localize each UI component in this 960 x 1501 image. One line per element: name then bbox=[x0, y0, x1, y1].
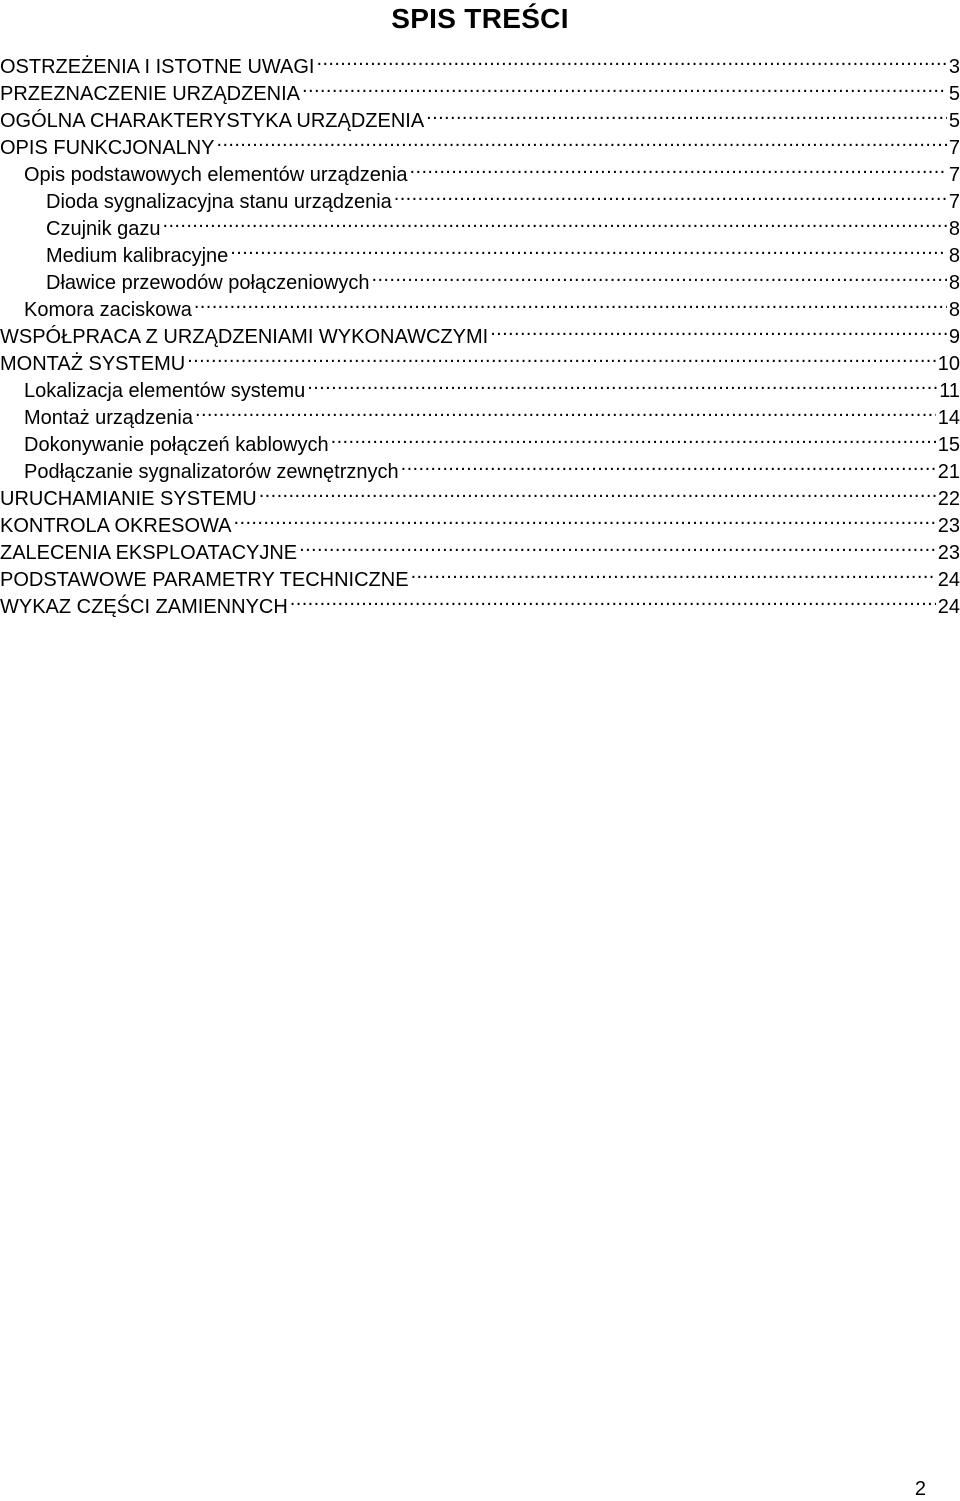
toc-entry-page-number: 5 bbox=[948, 83, 960, 105]
toc-entry[interactable] bbox=[0, 46, 960, 78]
toc-entry-label: KONTROLA OKRESOWA bbox=[0, 515, 232, 537]
toc-entry-page-number: 22 bbox=[937, 488, 960, 510]
toc-entry-page-number: 8 bbox=[948, 245, 960, 267]
toc-entry[interactable] bbox=[0, 73, 960, 105]
toc-entry[interactable] bbox=[0, 505, 960, 537]
toc-entry-page-number: 24 bbox=[937, 596, 960, 618]
toc-entry-page-number: 10 bbox=[937, 353, 960, 375]
toc-entry-page-number: 7 bbox=[948, 164, 960, 186]
toc-entry-label: Podłączanie sygnalizatorów zewnętrznych bbox=[24, 461, 399, 483]
toc-entry-label: PODSTAWOWE PARAMETRY TECHNICZNE bbox=[0, 569, 409, 591]
toc-entry[interactable] bbox=[0, 532, 960, 564]
toc-entry-label: Komora zaciskowa bbox=[24, 299, 192, 321]
toc-entry-page-number: 15 bbox=[937, 434, 960, 456]
toc-dot-leader bbox=[230, 235, 947, 262]
toc-entry[interactable] bbox=[0, 397, 960, 429]
toc-entry[interactable] bbox=[0, 100, 960, 132]
toc-entry[interactable] bbox=[0, 235, 960, 267]
toc-entry-page-number: 8 bbox=[948, 272, 960, 294]
toc-entry-page-number: 9 bbox=[948, 326, 960, 348]
toc-entry-page-number: 24 bbox=[937, 569, 960, 591]
toc-dot-leader bbox=[194, 289, 947, 316]
toc-entry-label: URUCHAMIANIE SYSTEMU bbox=[0, 488, 257, 510]
toc-entry[interactable] bbox=[0, 262, 960, 294]
toc-entry-page-number: 11 bbox=[939, 380, 960, 402]
toc-entry-label: Montaż urządzenia bbox=[24, 407, 193, 429]
toc-dot-leader bbox=[195, 397, 936, 424]
toc-entry[interactable] bbox=[0, 586, 960, 618]
toc-entry[interactable] bbox=[0, 181, 960, 213]
toc-entry[interactable] bbox=[0, 127, 960, 159]
toc-entry[interactable] bbox=[0, 208, 960, 240]
toc-entry[interactable] bbox=[0, 478, 960, 510]
toc-entry-page-number: 7 bbox=[948, 137, 960, 159]
toc-entry[interactable] bbox=[0, 370, 960, 402]
toc-dot-leader bbox=[316, 46, 946, 73]
toc-entry-page-number: 21 bbox=[937, 461, 960, 483]
toc-entry[interactable] bbox=[0, 424, 960, 456]
toc-entry-label: OGÓLNA CHARAKTERYSTYKA URZĄDZENIA bbox=[0, 110, 425, 132]
toc-entry[interactable] bbox=[0, 289, 960, 321]
toc-dot-leader bbox=[411, 559, 936, 586]
toc-dot-leader bbox=[299, 532, 936, 559]
toc-dot-leader bbox=[490, 316, 947, 343]
toc-entry-label: ZALECENIA EKSPLOATACYJNE bbox=[0, 542, 298, 564]
toc-entry-label: WYKAZ CZĘŚCI ZAMIENNYCH bbox=[0, 596, 288, 618]
toc-title: SPIS TREŚCI bbox=[391, 3, 569, 34]
toc-dot-leader bbox=[394, 181, 947, 208]
toc-entry-label: Dokonywanie połączeń kablowych bbox=[24, 434, 329, 456]
toc-dot-leader bbox=[290, 586, 936, 613]
toc-dot-leader bbox=[216, 127, 946, 154]
toc-dot-leader bbox=[302, 73, 947, 100]
toc-entry-page-number: 8 bbox=[948, 218, 960, 240]
toc-entry-label: OSTRZEŻENIA I ISTOTNE UWAGI bbox=[0, 56, 315, 78]
toc-dot-leader bbox=[410, 154, 947, 181]
toc-dot-leader bbox=[234, 505, 936, 532]
toc-entry-label: Lokalizacja elementów systemu bbox=[24, 380, 306, 402]
toc-entry[interactable] bbox=[0, 451, 960, 483]
toc-entry-label: MONTAŻ SYSTEMU bbox=[0, 353, 186, 375]
toc-entry-label: Dławice przewodów połączeniowych bbox=[46, 272, 370, 294]
toc-entry-label: Opis podstawowych elementów urządzenia bbox=[24, 164, 408, 186]
toc-entry[interactable] bbox=[0, 154, 960, 186]
toc-entry-page-number: 7 bbox=[948, 191, 960, 213]
toc-entry[interactable] bbox=[0, 559, 960, 591]
toc-entry-page-number: 8 bbox=[948, 299, 960, 321]
page-number: 2 bbox=[914, 1478, 926, 1500]
toc-entry-page-number: 14 bbox=[937, 407, 960, 429]
toc-entry[interactable] bbox=[0, 316, 960, 348]
toc-entry-label: OPIS FUNKCJONALNY bbox=[0, 137, 215, 159]
toc-dot-leader bbox=[187, 343, 936, 370]
toc-dot-leader bbox=[426, 100, 947, 127]
toc-dot-leader bbox=[401, 451, 936, 478]
toc-entry-label: Czujnik gazu bbox=[46, 218, 161, 240]
toc-entry-label: WSPÓŁPRACA Z URZĄDZENIAMI WYKONAWCZYMI bbox=[0, 326, 489, 348]
toc-entry[interactable] bbox=[0, 343, 960, 375]
toc-dot-leader bbox=[372, 262, 947, 289]
toc-dot-leader bbox=[163, 208, 947, 235]
toc-entry-label: PRZEZNACZENIE URZĄDZENIA bbox=[0, 83, 301, 105]
toc-entry-label: Medium kalibracyjne bbox=[46, 245, 229, 267]
toc-entry-page-number: 5 bbox=[948, 110, 960, 132]
toc-entry-page-number: 3 bbox=[948, 56, 960, 78]
toc-entry-page-number: 23 bbox=[937, 515, 960, 537]
toc-dot-leader bbox=[259, 478, 936, 505]
toc-entry-label: Dioda sygnalizacyjna stanu urządzenia bbox=[46, 191, 392, 213]
toc-dot-leader bbox=[331, 424, 936, 451]
toc-dot-leader bbox=[307, 370, 937, 397]
toc-entry-page-number: 23 bbox=[937, 542, 960, 564]
